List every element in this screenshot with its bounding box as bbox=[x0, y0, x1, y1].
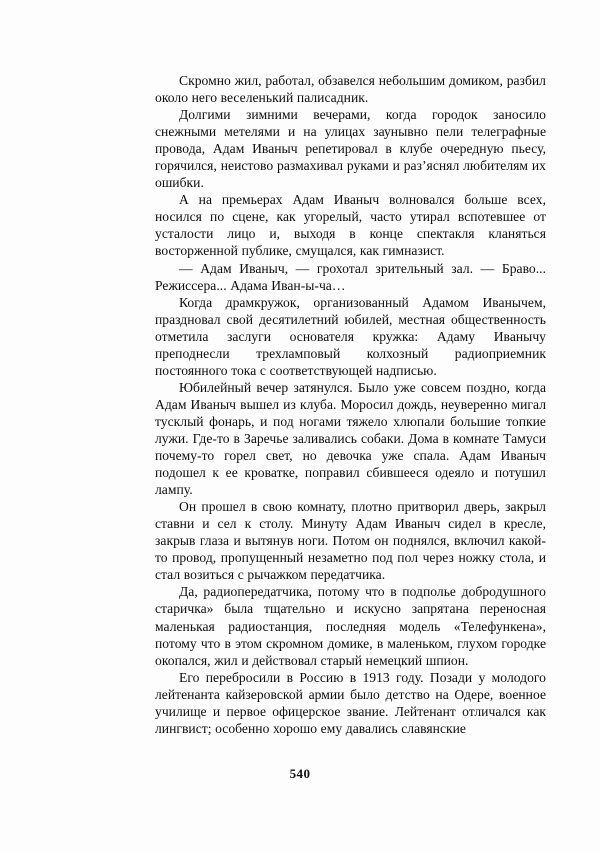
page-text-block bbox=[155, 72, 546, 737]
paragraph: Да, радиопередатчика, потому что в подполье добродушного старичка» была тщательно и искусно запрятана переносная маленькая радиостанция, последняя модель «Телефункена», потому что в этом скромном домике, в маленьком, глухом городке окопался, жил и действовал старый немецкий шпион. bbox=[155, 584, 546, 668]
paragraph: Его перебросили в Россию в 1913 году. Позади у молодого лейтенанта кайзеровской армии было детство на Одере, военное училище и первое офицерское звание. Лейтенант отличался как лингвист; особенно хорошо ему давались славянские bbox=[155, 669, 546, 736]
page-number: 540 bbox=[289, 766, 311, 781]
paragraph: Юбилейный вечер затянулся. Было уже совсем поздно, когда Адам Иваныч вышел из клуба. Моросил дождь, неуверенно мигал тусклый фонарь, и под ногами тяжело хлюпали большие топкие лужи. Где-то в Заречье заливались собаки. Дома в комнате Тамуси почему-то горел свет, но девочка уже спала. Адам Иваныч подошел к ее кроватке, поправил сбившееся одеяло и потушил лампу. bbox=[155, 379, 546, 498]
paragraph: Он прошел в свою комнату, плотно притворил дверь, закрыл ставни и сел к столу. Минуту Адам Иваныч сидел в кресле, закрыв глаза и вытянув ноги. Потом он поднялся, включил какой-то провод, пропущенный незаметно под пол через ножку стола, и стал возиться с рычажком передатчика. bbox=[155, 499, 546, 583]
paragraph: Когда драмкружок, организованный Адамом Иванычем, праздновал свой десятилетний юбилей, местная общественность отметила заслуги основателя кружка: Адаму Иванычу преподнесли трехламповый колхозный радиоприемник постоянного тока с соответствующей надписью. bbox=[155, 294, 546, 378]
paragraph: Скромно жил, работал, обзавелся небольшим домиком, разбил около него веселенький палисадник. bbox=[155, 73, 546, 106]
paragraph: Долгими зимними вечерами, когда городок заносило снежными метелями и на улицах заунывно пели телеграфные провода, Адам Иваныч репетировал в клубе очередную пьесу, горячился, неистово размахивал руками и раз’яснял любителям их ошибки. bbox=[155, 107, 546, 191]
paragraph-dialogue: — Адам Иваныч, — грохотал зрительный зал. — Браво... Режиссера... Адама Иван-ы-ча… bbox=[155, 260, 546, 293]
paragraph: А на премьерах Адам Иваныч волновался больше всех, носился по сцене, как угорелый, часто утирал вспотевшее от усталости лицо и, выходя в конце спектакля кланяться восторженной публике, смущался, как гимназист. bbox=[155, 192, 546, 259]
